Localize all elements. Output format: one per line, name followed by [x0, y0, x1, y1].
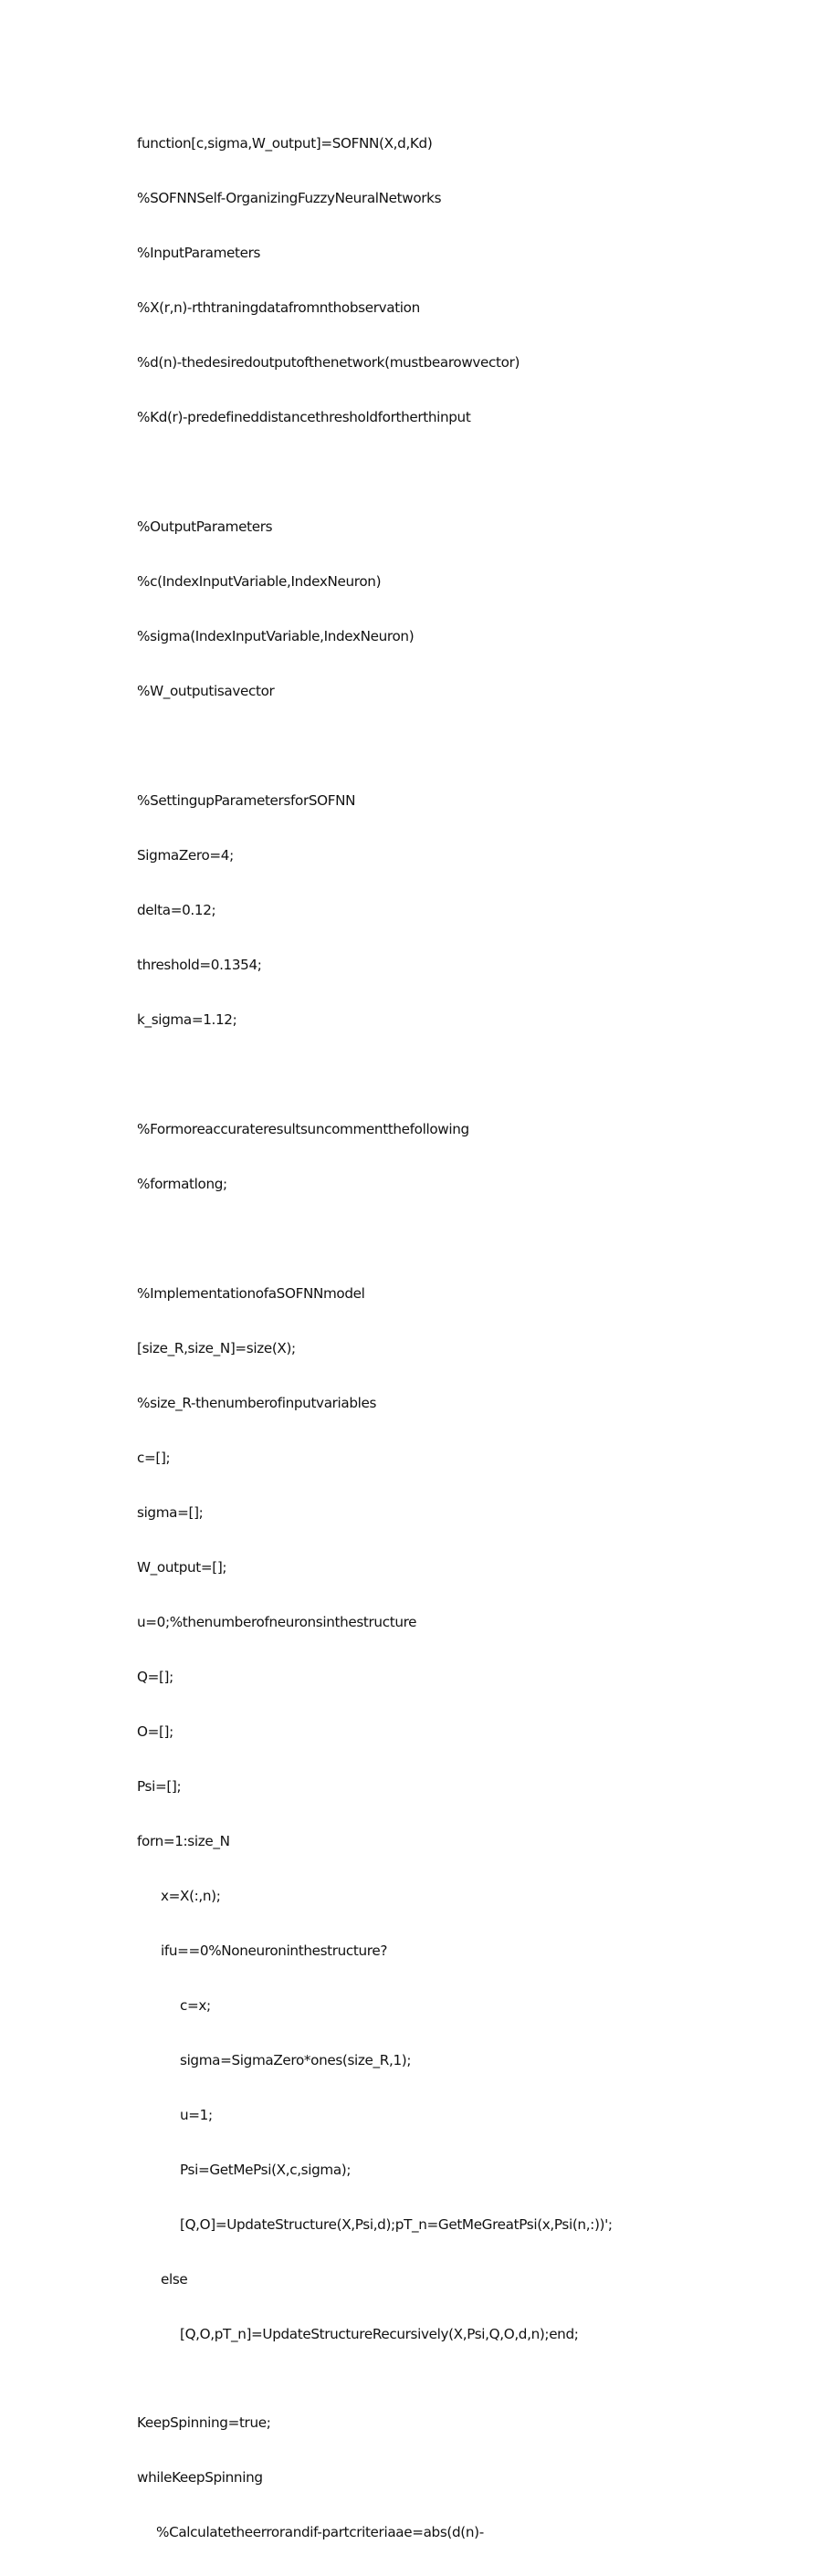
blank-line: [137, 1228, 613, 1250]
code-line: %OutputParameters: [137, 518, 273, 535]
code-line: %W_outputisavector: [137, 683, 275, 699]
code-line: else: [161, 2271, 188, 2288]
code-line: %SettingupParametersforSOFNN: [137, 792, 356, 809]
code-line: forn=1:size_N: [137, 1833, 230, 1849]
code-line: Psi=GetMePsi(X,c,sigma);: [180, 2162, 352, 2178]
code-line: %d(n)-thedesiredoutputofthenetwork(mustbearowvector): [137, 354, 520, 371]
code-line: [Q,O,pT_n]=UpdateStructureRecursively(X,Psi,Q,O,d,n);end;: [180, 2326, 579, 2342]
code-line: %Calculatetheerrorandif-partcriteriaae=abs(d(n)-: [156, 2524, 484, 2540]
code-line: u=1;: [180, 2107, 213, 2123]
code-line: %X(r,n)-rthtraningdatafromnthobservation: [137, 299, 420, 316]
blank-line: [137, 1063, 613, 1085]
code-line: KeepSpinning=true;: [137, 2414, 271, 2431]
code-line: Psi=[];: [137, 1778, 182, 1795]
code-line: sigma=SigmaZero*ones(size_R,1);: [180, 2052, 412, 2068]
code-line: [Q,O]=UpdateStructure(X,Psi,d);pT_n=GetMeGreatPsi(x,Psi(n,:))';: [180, 2216, 613, 2233]
code-line: %size_R-thenumberofinputvariables: [137, 1395, 377, 1411]
code-line: %InputParameters: [137, 245, 261, 261]
code-line: O=[];: [137, 1723, 173, 1740]
code-listing: [137, 99, 613, 2576]
code-line: %Formoreaccurateresultsuncommentthefollowing: [137, 1121, 469, 1137]
blank-line: [137, 735, 613, 757]
code-line: c=[];: [137, 1450, 171, 1466]
code-line: %SOFNNSelf-OrganizingFuzzyNeuralNetworks: [137, 190, 442, 206]
code-line: k_sigma=1.12;: [137, 1011, 237, 1028]
code-line: SigmaZero=4;: [137, 847, 234, 864]
spacer: [137, 2378, 613, 2379]
code-line: W_output=[];: [137, 1559, 227, 1576]
code-line: ifu==0%Noneuroninthestructure?: [161, 1942, 388, 1959]
code-line: delta=0.12;: [137, 902, 216, 918]
code-line: %c(IndexInputVariable,IndexNeuron): [137, 573, 382, 590]
code-line: x=X(:,n);: [161, 1888, 221, 1904]
code-line: threshold=0.1354;: [137, 957, 262, 973]
code-line: c=x;: [180, 1997, 211, 2014]
code-line: [size_R,size_N]=size(X);: [137, 1340, 296, 1356]
code-line: %sigma(IndexInputVariable,IndexNeuron): [137, 628, 415, 644]
code-line: %formatlong;: [137, 1176, 227, 1192]
code-line: function[c,sigma,W_output]=SOFNN(X,d,Kd): [137, 135, 433, 152]
code-line: u=0;%thenumberofneuronsinthestructure: [137, 1614, 417, 1630]
code-line: %Kd(r)-predefineddistancethresholdfortherthinput: [137, 409, 471, 425]
blank-line: [137, 461, 613, 483]
code-line: %ImplementationofaSOFNNmodel: [137, 1285, 365, 1302]
code-line: sigma=[];: [137, 1504, 204, 1521]
code-line: whileKeepSpinning: [137, 2469, 263, 2486]
code-line: Q=[];: [137, 1669, 173, 1685]
